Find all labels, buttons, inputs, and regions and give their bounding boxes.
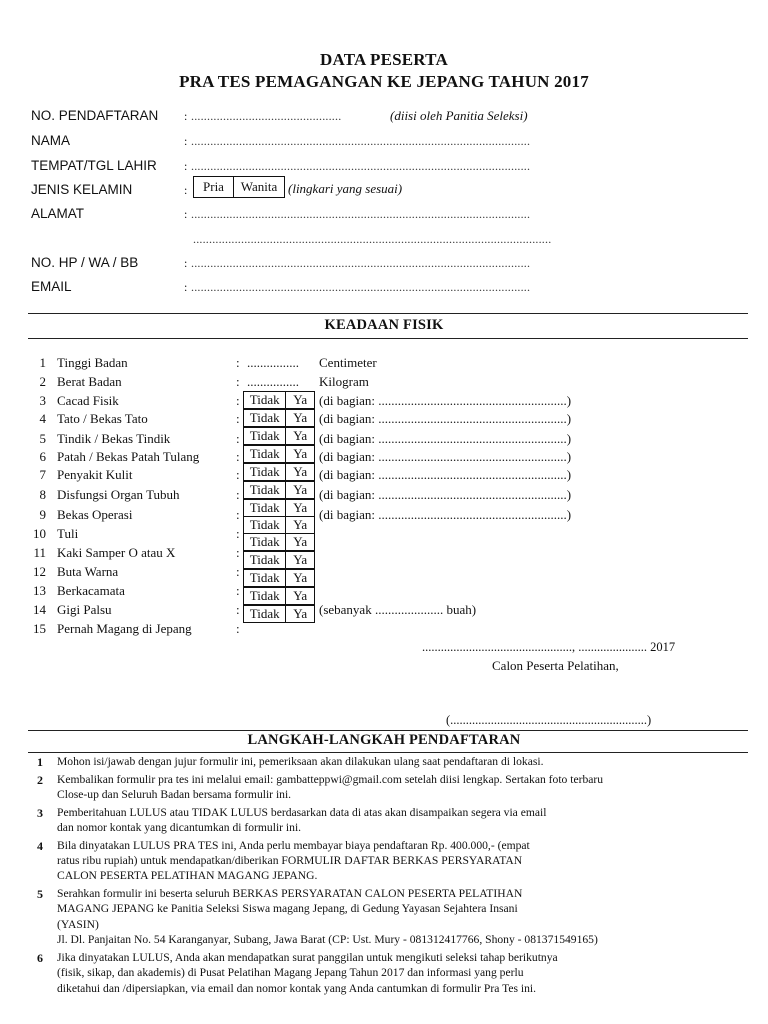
colon: : xyxy=(236,467,240,482)
option-tidak[interactable]: Tidak xyxy=(244,570,286,586)
item-label: Berat Badan xyxy=(57,374,122,389)
colon: : xyxy=(184,134,188,148)
signature-role: Calon Peserta Pelatihan, xyxy=(492,658,619,673)
option-ya[interactable]: Ya xyxy=(293,446,308,461)
item-bagian-field[interactable]: (di bagian: ..........................................................) xyxy=(319,467,572,482)
colon: : xyxy=(184,109,188,123)
item-number: 11 xyxy=(33,545,46,560)
divider xyxy=(28,338,748,339)
colon: : xyxy=(184,207,188,221)
step-text: Jika dinyatakan LULUS, Anda akan mendapatkan surat panggilan untuk mengikuti seleksi tahap berikutnya xyxy=(57,950,558,964)
item-label: Cacad Fisik xyxy=(57,393,119,408)
step-text: Serahkan formulir ini beserta seluruh BERKAS PERSYARATAN CALON PESERTA PELATIHAN xyxy=(57,887,523,900)
colon: : xyxy=(236,487,240,502)
signature-place-date[interactable]: ................................................, ...................... 2017 xyxy=(422,640,676,654)
option-ya[interactable]: Ya xyxy=(293,606,308,621)
option-tidak[interactable]: Tidak xyxy=(244,446,286,462)
step-number: 6 xyxy=(37,950,43,965)
option-tidak[interactable]: Tidak xyxy=(244,392,286,408)
field-alamat[interactable]: .......................................................................................................... xyxy=(191,207,531,221)
yes-no-box xyxy=(243,445,315,463)
step-number: 2 xyxy=(37,772,43,787)
item-label: Tindik / Bekas Tindik xyxy=(57,431,171,446)
option-tidak[interactable]: Tidak xyxy=(244,410,286,426)
colon: : xyxy=(236,526,240,541)
divider xyxy=(28,752,748,753)
item-number: 3 xyxy=(39,393,46,408)
item-number: 2 xyxy=(39,374,46,389)
item-value-field[interactable]: ................ xyxy=(247,374,299,389)
label-nama: NAMA xyxy=(31,133,71,148)
colon: : xyxy=(184,256,188,270)
item-number: 12 xyxy=(33,564,46,579)
item-bagian-field[interactable]: (di bagian: ..........................................................) xyxy=(319,449,572,464)
field-nama[interactable]: .......................................................................................................... xyxy=(191,134,531,148)
step-text: Bila dinyatakan LULUS PRA TES ini, Anda perlu membayar biaya pendaftaran Rp. 400.000,- (empat xyxy=(57,838,530,852)
option-pria[interactable]: Pria xyxy=(193,176,234,198)
yes-no-box xyxy=(243,409,315,427)
yes-no-box xyxy=(243,533,315,551)
step-text: dan nomor kontak yang dicantumkan di formulir ini. xyxy=(57,821,302,834)
yes-no-box xyxy=(243,391,315,409)
item-extra-field[interactable]: (sebanyak ..................... buah) xyxy=(319,602,477,617)
item-bagian-field[interactable]: (di bagian: ..........................................................) xyxy=(319,487,572,502)
field-alamat-line2[interactable]: ................................................................................................................ xyxy=(193,232,552,246)
colon: : xyxy=(236,374,240,389)
label-no-pendaftaran: NO. PENDAFTARAN xyxy=(31,108,159,123)
signature-name-line[interactable]: (...............................................................) xyxy=(446,713,652,727)
section-heading-langkah: LANGKAH-LANGKAH PENDAFTARAN xyxy=(247,732,521,748)
item-value-field[interactable]: ................ xyxy=(247,355,299,370)
step-text: (fisik, sikap, dan akademis) di Pusat Pelatihan Magang Jepang Tahun 2017 dan informasi yang perlu xyxy=(57,966,524,980)
colon: : xyxy=(236,411,240,426)
option-ya[interactable]: Ya xyxy=(293,517,308,532)
option-ya[interactable]: Ya xyxy=(293,552,308,567)
option-tidak[interactable]: Tidak xyxy=(244,464,286,480)
colon: : xyxy=(236,507,240,522)
item-bagian-field[interactable]: (di bagian: ..........................................................) xyxy=(319,507,572,522)
colon: : xyxy=(236,583,240,598)
item-label: Tuli xyxy=(57,526,79,541)
item-label: Penyakit Kulit xyxy=(57,467,133,482)
item-bagian-field[interactable]: (di bagian: ..........................................................) xyxy=(319,411,572,426)
item-number: 14 xyxy=(33,602,46,617)
yes-no-box xyxy=(243,481,315,499)
option-ya[interactable]: Ya xyxy=(293,410,308,425)
option-tidak[interactable]: Tidak xyxy=(244,428,286,444)
item-number: 1 xyxy=(39,355,46,370)
option-ya[interactable]: Ya xyxy=(293,534,308,549)
option-tidak[interactable]: Tidak xyxy=(244,606,286,622)
step-number: 4 xyxy=(37,838,43,853)
colon: : xyxy=(236,393,240,408)
field-no-pendaftaran[interactable]: ............................................... xyxy=(191,109,342,123)
colon: : xyxy=(236,602,240,617)
step-text: Close-up dan Seluruh Badan bersama formulir ini. xyxy=(57,788,292,801)
yes-no-box xyxy=(243,587,315,605)
step-number: 3 xyxy=(37,805,43,820)
item-number: 6 xyxy=(39,449,46,464)
item-number: 5 xyxy=(39,431,46,446)
item-label: Tato / Bekas Tato xyxy=(57,411,148,426)
yes-no-box xyxy=(243,569,315,587)
item-label: Disfungsi Organ Tubuh xyxy=(57,487,180,502)
item-label: Tinggi Badan xyxy=(57,355,128,370)
yes-no-box xyxy=(243,605,315,623)
option-tidak[interactable]: Tidak xyxy=(244,534,286,550)
item-bagian-field[interactable]: (di bagian: ..........................................................) xyxy=(319,393,572,408)
step-text: Mohon isi/jawab dengan jujur formulir ini, pemeriksaan akan dilakukan ulang saat pendaftaran di lokasi. xyxy=(57,755,544,768)
yes-no-box xyxy=(243,463,315,481)
option-ya[interactable]: Ya xyxy=(293,570,308,585)
option-tidak[interactable]: Tidak xyxy=(244,517,286,533)
colon: : xyxy=(236,564,240,579)
item-label: Pernah Magang di Jepang xyxy=(57,621,192,636)
step-text: diketahui dan /dipersiapkan, via email dan nomor kontak yang Anda cantumkan di formulir Pra Tes ini. xyxy=(57,981,537,995)
field-tempat-tgl-lahir[interactable]: .......................................................................................................... xyxy=(191,159,531,173)
form-title: DATA PESERTA xyxy=(320,50,448,69)
yes-no-box xyxy=(243,499,315,517)
label-tempat-tgl-lahir: TEMPAT/TGL LAHIR xyxy=(31,158,157,173)
colon: : xyxy=(236,431,240,446)
field-email[interactable]: .......................................................................................................... xyxy=(191,280,531,294)
item-number: 10 xyxy=(33,526,46,541)
colon: : xyxy=(184,183,188,197)
colon: : xyxy=(236,545,240,560)
item-label: Gigi Palsu xyxy=(57,602,112,617)
item-label: Patah / Bekas Patah Tulang xyxy=(57,449,200,464)
colon: : xyxy=(184,280,188,294)
option-wanita[interactable]: Wanita xyxy=(233,176,285,198)
option-ya[interactable]: Ya xyxy=(293,500,308,515)
label-jenis-kelamin: JENIS KELAMIN xyxy=(31,182,133,197)
item-number: 9 xyxy=(39,507,46,522)
item-label: Berkacamata xyxy=(57,583,125,598)
item-bagian-field[interactable]: (di bagian: ..........................................................) xyxy=(319,431,572,446)
yes-no-box xyxy=(243,427,315,445)
field-no-hp[interactable]: .......................................................................................................... xyxy=(191,256,531,270)
label-alamat: ALAMAT xyxy=(31,206,85,221)
item-number: 7 xyxy=(39,467,46,482)
step-text: Pemberitahuan LULUS atau TIDAK LULUS berdasarkan data di atas akan disampaikan segera via email xyxy=(57,805,547,819)
divider xyxy=(28,313,748,314)
option-ya[interactable]: Ya xyxy=(293,392,308,407)
yes-no-box xyxy=(243,516,315,534)
option-ya[interactable]: Ya xyxy=(293,482,308,497)
label-no-hp: NO. HP / WA / BB xyxy=(31,255,139,270)
option-tidak[interactable]: Tidak xyxy=(244,588,286,604)
colon: : xyxy=(184,159,188,173)
option-ya[interactable]: Ya xyxy=(293,464,308,479)
colon: : xyxy=(236,355,240,370)
colon: : xyxy=(236,449,240,464)
item-number: 13 xyxy=(33,583,46,598)
step-number: 5 xyxy=(37,887,43,901)
item-unit: Centimeter xyxy=(319,355,377,370)
option-tidak[interactable]: Tidak xyxy=(244,500,286,516)
option-ya[interactable]: Ya xyxy=(293,588,308,603)
item-label: Kaki Samper O atau X xyxy=(57,545,176,560)
item-unit: Kilogram xyxy=(319,374,369,389)
item-number: 15 xyxy=(33,621,46,636)
section-heading-keadaan-fisik: KEADAAN FISIK xyxy=(324,317,444,333)
note-panitia: (diisi oleh Panitia Seleksi) xyxy=(390,108,528,123)
item-number: 8 xyxy=(39,487,46,502)
step-text: CALON PESERTA PELATIHAN MAGANG JEPANG. xyxy=(57,869,318,883)
item-label: Bekas Operasi xyxy=(57,507,133,522)
step-text: Jl. Dl. Panjaitan No. 54 Karanganyar, Subang, Jawa Barat (CP: Ust. Mury - 081312417766, Shony - 081371549165) xyxy=(57,933,598,947)
step-number: 1 xyxy=(37,755,43,769)
item-number: 4 xyxy=(39,411,46,426)
step-text: Kembalikan formulir pra tes ini melalui email: gambatteppwi@gmail.com setelah diisi lengkap. Sertakan foto terbaru xyxy=(57,772,604,786)
label-email: EMAIL xyxy=(31,279,72,294)
colon: : xyxy=(236,621,240,636)
form-subtitle: PRA TES PEMAGANGAN KE JEPANG TAHUN 2017 xyxy=(179,72,589,91)
note-lingkari: (lingkari yang sesuai) xyxy=(288,181,403,196)
yes-no-box xyxy=(243,551,315,569)
step-text: (YASIN) xyxy=(57,917,99,931)
item-label: Buta Warna xyxy=(57,564,119,579)
step-text: ratus ribu rupiah) untuk mendapatkan/diberikan FORMULIR DAFTAR BERKAS PERSYARATAN xyxy=(57,854,523,867)
option-tidak[interactable]: Tidak xyxy=(244,482,286,498)
divider xyxy=(28,730,748,731)
option-tidak[interactable]: Tidak xyxy=(244,552,286,568)
option-ya[interactable]: Ya xyxy=(293,428,308,443)
step-text: MAGANG JEPANG ke Panitia Seleksi Siswa magang Jepang, di Gedung Yayasan Sejahtera Insani xyxy=(57,902,518,916)
